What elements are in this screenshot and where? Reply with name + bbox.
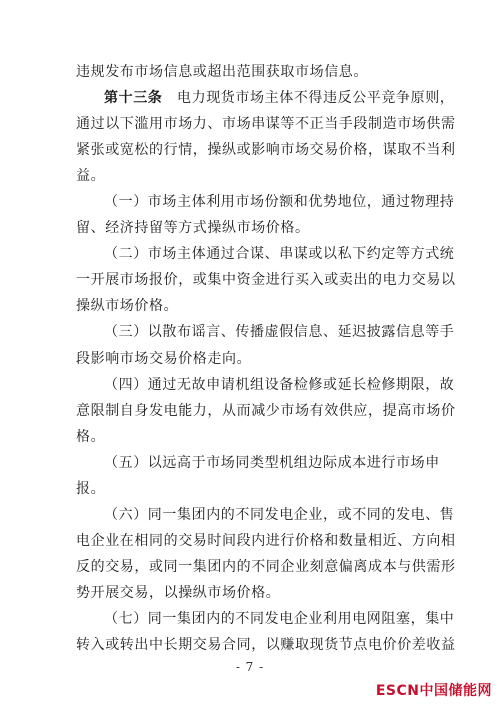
body-line: 格。 (76, 429, 106, 445)
body-line: 势开展交易，以操纵市场价格。 (76, 585, 281, 601)
body-line: 反的交易，或同一集团内的不同企业刻意偏离成本与供需形 (76, 559, 456, 575)
body-line: 通过以下滥用市场力、市场串谋等不正当手段制造市场供需 (76, 116, 456, 132)
list-item-4-line: （四）通过无故申请机组设备检修或延长检修期限，故 (104, 377, 455, 393)
body-line: 电企业在相同的交易时间段内进行价格和数量相近、方向相 (76, 533, 456, 549)
page-number: - 7 - (235, 660, 265, 674)
body-text: 电力现货市场主体不得违反公平竞争原则， (162, 90, 455, 106)
list-item-6-line: （六）同一集团内的不同发电企业，或不同的发电、售 (104, 507, 455, 523)
article-number: 第十三条 (104, 90, 163, 106)
list-item-2-line: （二）市场主体通过合谋、串谋或以私下约定等方式统 (104, 246, 455, 262)
body-line: 段影响市场交易价格走向。 (76, 351, 252, 367)
list-item-7-line: （七）同一集团内的不同发电企业利用电网阻塞，集中 (104, 611, 455, 627)
article-13-heading-line (104, 89, 454, 107)
list-item-3-line: （三）以散布谣言、传播虚假信息、延迟披露信息等手 (104, 324, 455, 340)
body-line: 意限制自身发电能力，从而减少市场有效供应，提高市场价 (76, 403, 456, 419)
body-line: 报。 (76, 481, 106, 497)
body-line: 转入或转出中长期交易合同，以赚取现货节点电价价差收益 (76, 637, 456, 653)
body-line: 一开展市场报价，或集中资金进行买入或卖出的电力交易以 (76, 272, 456, 288)
body-line: 操纵市场价格。 (76, 298, 179, 314)
body-line: 违规发布市场信息或超出范围获取市场信息。 (76, 64, 368, 80)
list-item-5-line: （五）以远高于市场同类型机组边际成本进行市场申 (104, 455, 440, 471)
body-line: 留、经济持留等方式操纵市场价格。 (76, 220, 310, 236)
list-item-1-line: （一）市场主体利用市场份额和优势地位，通过物理持 (104, 194, 455, 210)
site-watermark: ESCN中国储能网 (375, 683, 492, 699)
body-line: 益。 (76, 168, 106, 184)
body-line: 紧张或宽松的行情，操纵或影响市场交易价格，谋取不当利 (76, 142, 456, 158)
